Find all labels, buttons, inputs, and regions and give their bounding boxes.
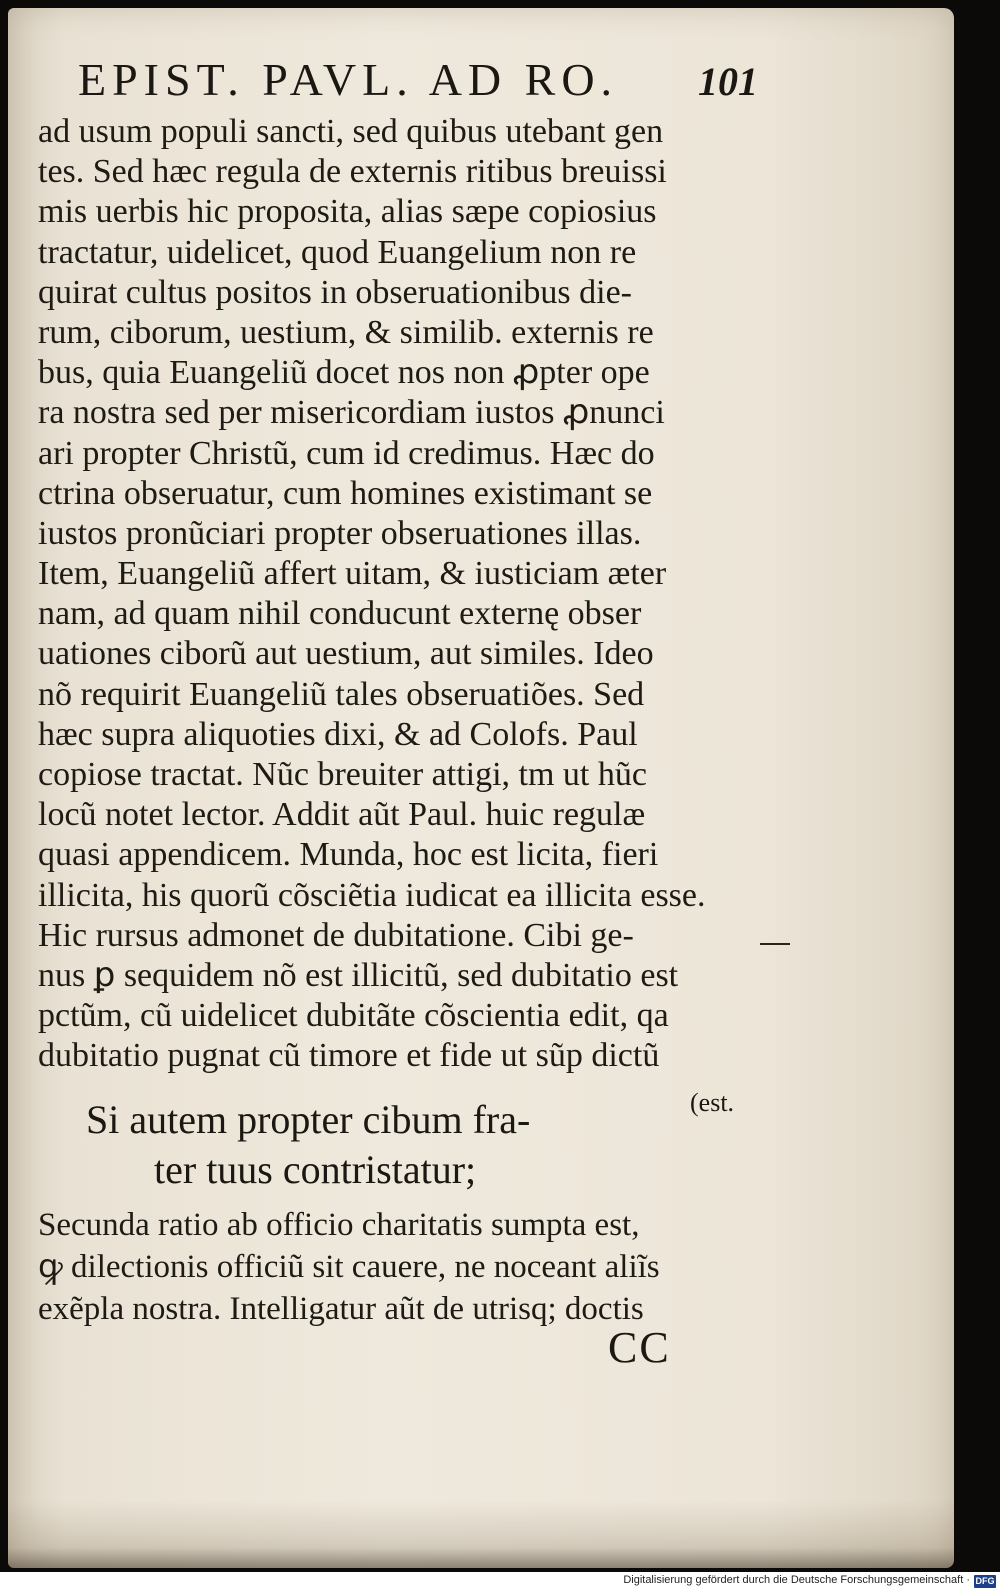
running-title: EPIST. PAVL. AD RO.: [78, 54, 619, 105]
body-line: ari propter Christũ, cum id credimus. Hæc do: [38, 434, 655, 472]
folio-number: 101: [698, 59, 758, 104]
body-line: tes. Sed hæc regula de externis ritibus breuissi: [38, 153, 667, 191]
signature-mark: CC: [608, 1323, 671, 1372]
body-line: bus, quia Euangeliũ docet nos non ꝓpter ope: [38, 354, 650, 392]
commentary-continuation: [38, 1204, 768, 1330]
body-line: quirat cultus positos in obseruationibus die-: [38, 273, 632, 311]
body-line: rum, ciborum, uestium, & similib. externis re: [38, 313, 654, 351]
body-line: ad usum populi sancti, sed quibus utebant gen: [38, 113, 664, 150]
page-edge-shading: [8, 1500, 954, 1568]
body-line: uationes ciborũ aut uestium, aut similes. Ideo: [38, 635, 654, 673]
funding-credit: Digitalisierung gefördert durch die Deutsche Forschungsgemeinschaft ·: [623, 1574, 970, 1586]
body-line: nam, ad quam nihil conducunt externę obser: [38, 595, 642, 633]
body-line: locũ notet lector. Addit aũt Paul. huic regulæ: [38, 796, 646, 834]
body-line: quasi appendicem. Munda, hoc est licita, fieri: [38, 836, 659, 874]
margin-hyphen-mark: [760, 943, 790, 945]
body-line: copiose tractat. Nũc breuiter attigi, tm ut hũc: [38, 756, 647, 793]
body-line: nus ꝑ sequidem nõ est illicitũ, sed dubitatio est: [38, 956, 679, 994]
body-line: dubitatio pugnat cũ timore et fide ut sũp dictũ: [38, 1037, 660, 1075]
commentary-body: [38, 112, 768, 1077]
body-line: hæc supra aliquoties dixi, & ad Colofs. Paul: [38, 715, 638, 753]
dfg-logo: DFG: [975, 1576, 995, 1586]
body-line: Item, Euangeliũ affert uitam, & iusticiam æter: [38, 555, 667, 593]
verse-line-1: Si autem propter cibum fra-: [86, 1097, 531, 1142]
body-line: tractatur, uidelicet, quod Euangelium non re: [38, 233, 637, 271]
body-line: nõ requirit Euangeliũ tales obseruatiões. Sed: [38, 675, 645, 713]
body-line: Hic rursus admonet de dubitatione. Cibi ge-: [38, 916, 634, 954]
page-header: [78, 50, 758, 110]
scripture-verse-heading: [86, 1095, 766, 1195]
verse-line-2: ter tuus contristatur;: [154, 1147, 477, 1192]
body-line: iustos pronũciari propter obseruationes illas.: [38, 514, 642, 552]
comment-line: exẽpla nostra. Intelligatur aũt de utrisq; doctis: [38, 1291, 644, 1327]
digitization-footer: [0, 1572, 1000, 1594]
line-continuation-est: (est.: [690, 1088, 735, 1117]
comment-line: ꝙ dilectionis officiũ sit cauere, ne noceant aliĩs: [38, 1249, 660, 1285]
body-line: illicita, his quorũ cõsciẽtia iudicat ea illicita esse.: [38, 876, 706, 914]
body-line: mis uerbis hic proposita, alias sæpe copiosius: [38, 193, 657, 231]
body-line: ctrina obseruatur, cum homines existimant se: [38, 474, 653, 512]
body-line: pctũm, cũ uidelicet dubitãte cõscientia edit, qa: [38, 997, 669, 1035]
body-line: ra nostra sed per misericordiam iustos ꝓnunci: [38, 394, 665, 432]
comment-line: Secunda ratio ab officio charitatis sumpta est,: [38, 1207, 640, 1243]
